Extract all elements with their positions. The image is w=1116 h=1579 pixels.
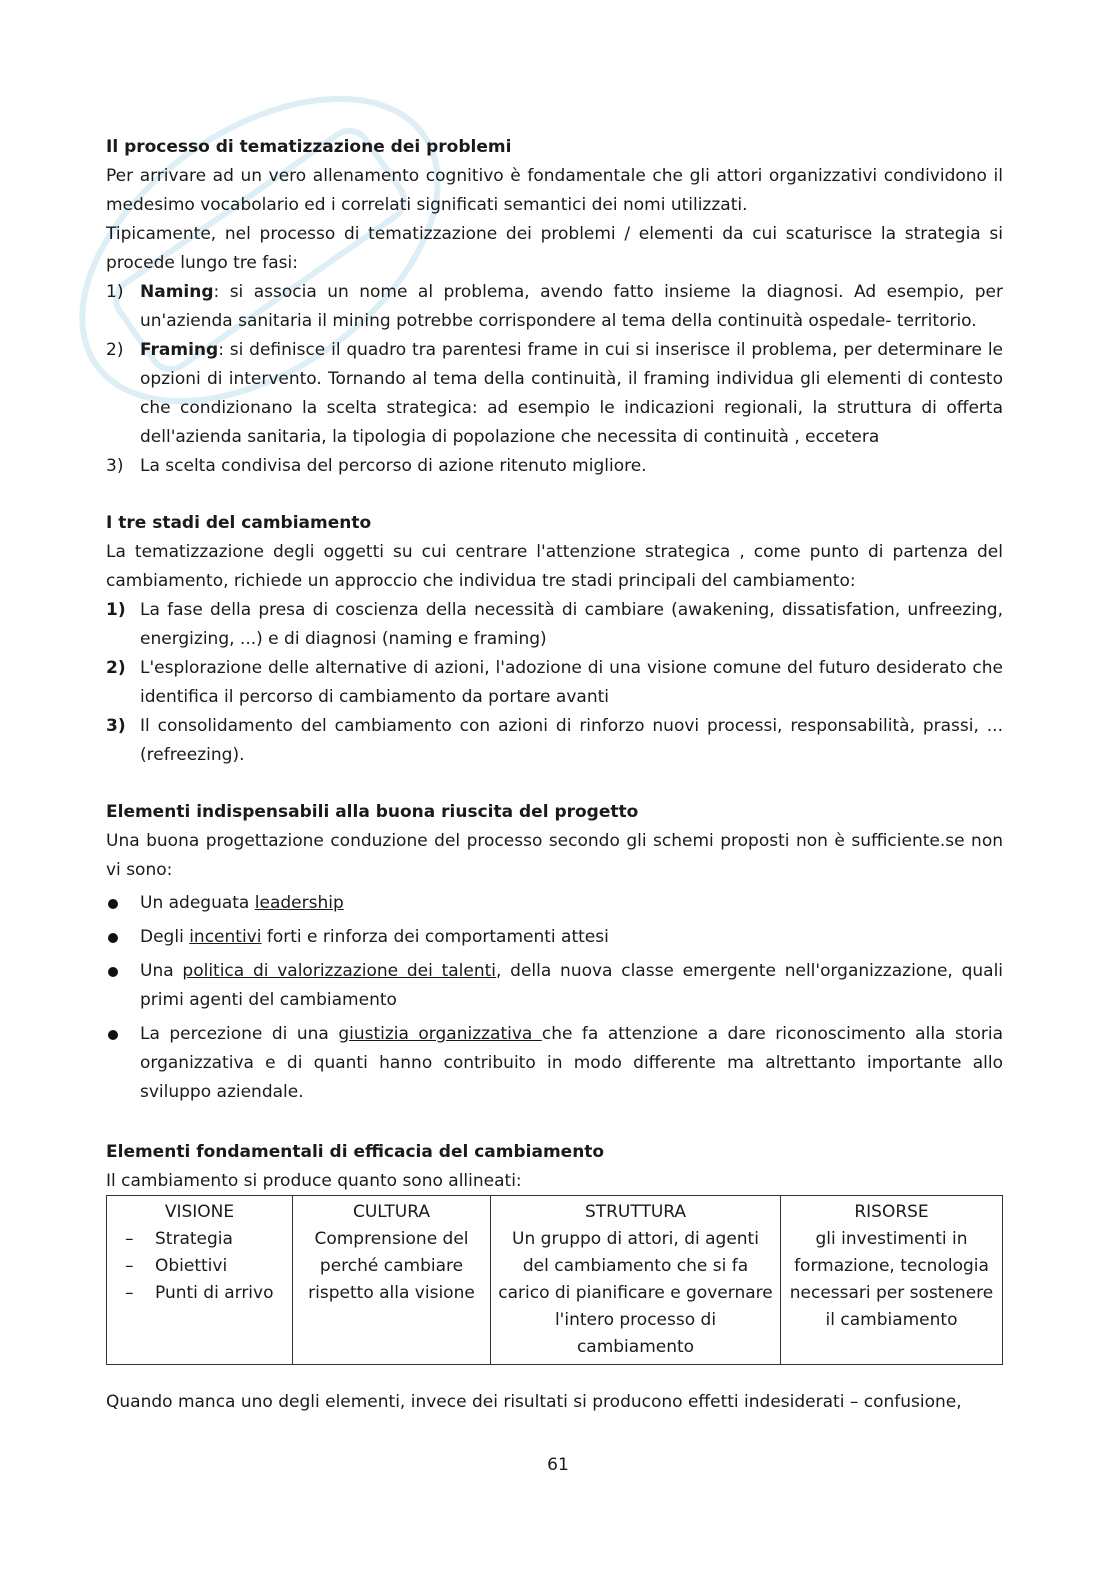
- bullet-icon: [108, 1030, 118, 1040]
- table-cell-text: Comprensione del perché cambiare rispetto alla visione: [308, 1229, 475, 1303]
- table-cell-visione: [107, 1196, 293, 1365]
- bullet-text: La percezione di una: [140, 1024, 339, 1044]
- dash-item-text: Obiettivi: [155, 1256, 228, 1276]
- dash-item-text: Punti di arrivo: [155, 1283, 274, 1303]
- dash-item: – Strategia: [125, 1229, 233, 1249]
- dash-item-text: Strategia: [155, 1229, 233, 1249]
- bullet-icon: [108, 899, 118, 909]
- table-cell-struttura: [491, 1196, 781, 1365]
- paragraph: Quando manca uno degli elementi, invece dei risultati si producono effetti indesiderati – confusione,: [106, 1392, 962, 1412]
- section-title: Elementi indispensabili alla buona riuscita del progetto: [106, 802, 639, 822]
- alignment-table: [106, 1195, 1003, 1365]
- bullet-text: Degli: [140, 927, 190, 947]
- list-item: [106, 712, 1003, 770]
- table-cell-text: gli investimenti in formazione, tecnologia necessari per sostenere il cambiamento: [789, 1229, 994, 1330]
- paragraph: Tipicamente, nel processo di tematizzazione dei problemi / elementi da cui scaturisce la strategia si procede lungo tre fasi:: [106, 224, 1003, 273]
- list-number: 2): [106, 658, 126, 678]
- bullet-icon: [108, 967, 118, 977]
- paragraph: Una buona progettazione conduzione del processo secondo gli schemi proposti non è sufficiente.se non vi sono:: [106, 831, 1003, 880]
- table-header: STRUTTURA: [584, 1202, 687, 1222]
- section-tre-stadi: [106, 509, 1003, 770]
- term: Naming: [140, 282, 214, 302]
- bullet-list: [106, 889, 1003, 1107]
- table-header: VISIONE: [164, 1202, 235, 1222]
- numbered-list: [106, 596, 1003, 770]
- list-item: [106, 336, 1003, 452]
- term: Framing: [140, 340, 219, 360]
- list-number: 2): [106, 340, 124, 360]
- section-title: Il processo di tematizzazione dei problemi: [106, 137, 512, 157]
- list-text: : si definisce il quadro tra parentesi frame in cui si inserisce il problema, per determinare le opzioni di intervento. Tornando al tema della continuità, il framing individua gli elementi di contesto che condizionano la scelta strategica: ad esempio le indicazioni regionali, la struttura di offerta dell'azienda sanitaria, la tipologia di popolazione che necessita di continuità , eccetera: [140, 340, 1003, 447]
- section-title: Elementi fondamentali di efficacia del cambiamento: [106, 1142, 605, 1162]
- section-tematizzazione: [106, 133, 1003, 481]
- underlined-term: leadership: [254, 893, 344, 913]
- list-text: L'esplorazione delle alternative di azioni, l'adozione di una visione comune del futuro desiderato che identifica il percorso di cambiamento da portare avanti: [140, 658, 1003, 707]
- list-number: 3): [106, 716, 126, 736]
- bullet-text: , della nuova classe emergente nell'organizzazione, quali primi agenti del cambiamento: [140, 961, 1004, 1010]
- bullet-text: forti e rinforza dei comportamenti attesi: [261, 927, 609, 947]
- list-item: [106, 596, 1003, 654]
- paragraph: La tematizzazione degli oggetti su cui centrare l'attenzione strategica , come punto di partenza del cambiamento, richiede un approccio che individua tre stadi principali del cambiamento:: [106, 542, 1003, 591]
- bullet-text: Un adeguata: [140, 893, 255, 913]
- list-item: [106, 278, 1003, 336]
- list-number: 1): [106, 282, 124, 302]
- list-item: [106, 452, 1003, 481]
- table-header: CULTURA: [352, 1202, 431, 1222]
- list-item: [106, 1020, 1003, 1107]
- list-item: [106, 923, 1003, 952]
- table-cell-text: Un gruppo di attori, di agenti del cambiamento che si fa carico di pianificare e governare l'intero processo di cambiamento: [498, 1229, 773, 1357]
- table-cell-risorse: [781, 1196, 1003, 1365]
- underlined-term: incentivi: [189, 927, 262, 947]
- table-header: RISORSE: [854, 1202, 929, 1222]
- list-item: [106, 889, 1003, 918]
- section-title: I tre stadi del cambiamento: [106, 513, 372, 533]
- section-elementi-indispensabili: [106, 798, 1003, 1112]
- list-item: [106, 654, 1003, 712]
- numbered-list: [106, 278, 1003, 481]
- bullet-text: che fa attenzione a dare riconoscimento alla storia organizzativa e di quanti hanno contribuito in modo differente ma altrettanto importante allo sviluppo aziendale.: [140, 1024, 1004, 1102]
- paragraph: Per arrivare ad un vero allenamento cognitivo è fondamentale che gli attori organizzativi condividono il medesimo vocabolario ed i correlati significati semantici dei nomi utilizzati.: [106, 166, 1003, 215]
- list-item: [106, 957, 1003, 1015]
- dash-item: – Punti di arrivo: [125, 1283, 274, 1303]
- paragraph: Il cambiamento si produce quanto sono allineati:: [106, 1171, 522, 1191]
- underlined-term: giustizia organizzativa: [338, 1024, 542, 1044]
- list-number: 1): [106, 600, 126, 620]
- closing-paragraph-block: [106, 1388, 1003, 1417]
- list-text: Il consolidamento del cambiamento con azioni di rinforzo nuovi processi, responsabilità, prassi, ... (refreezing).: [140, 716, 1003, 765]
- list-number: 3): [106, 456, 124, 476]
- table-cell-cultura: [293, 1196, 491, 1365]
- dash-item: – Obiettivi: [125, 1256, 228, 1276]
- section-elementi-fondamentali: [106, 1138, 1003, 1196]
- underlined-term: politica di valorizzazione dei talenti: [182, 961, 497, 981]
- bullet-text: Una: [140, 961, 183, 981]
- bullet-icon: [108, 933, 118, 943]
- list-text: La fase della presa di coscienza della necessità di cambiare (awakening, dissatisfation, unfreezing, energizing, ...) e di diagnosi (naming e framing): [140, 600, 1003, 649]
- list-text: : si associa un nome al problema, avendo fatto insieme la diagnosi. Ad esempio, per un'azienda sanitaria il mining potrebbe corrispondere al tema della continuità ospedale- territorio.: [140, 282, 1003, 331]
- page-number: 61: [547, 1455, 569, 1475]
- list-text: La scelta condivisa del percorso di azione ritenuto migliore.: [140, 456, 647, 476]
